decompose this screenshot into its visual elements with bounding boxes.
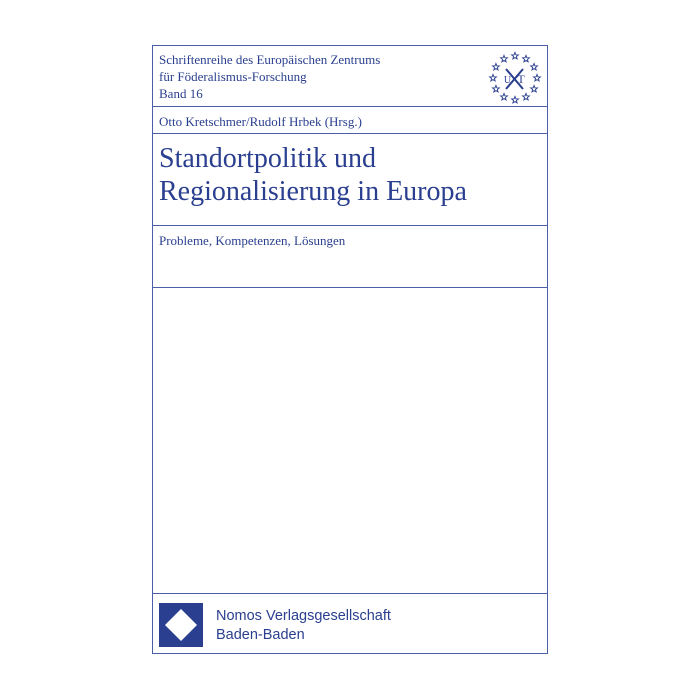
divider-line <box>153 287 547 288</box>
title-line-1: Standortpolitik und <box>159 143 376 174</box>
publisher <box>159 601 539 651</box>
star-icon <box>534 74 541 81</box>
publisher-city: Baden-Baden <box>216 627 305 643</box>
star-icon <box>512 96 519 103</box>
star-icon <box>493 63 500 70</box>
publisher-text <box>216 607 391 645</box>
series-line-2: für Föderalismus-Forschung <box>159 69 307 84</box>
series-info <box>159 51 380 102</box>
star-icon <box>493 85 500 92</box>
subtitle: Probleme, Kompetenzen, Lösungen <box>159 233 346 248</box>
book-cover <box>152 45 548 654</box>
star-icon <box>531 63 538 70</box>
series-line-1: Schriftenreihe des Europäischen Zentrums <box>159 52 381 67</box>
star-icon <box>523 55 530 62</box>
volume-number: Band 16 <box>159 86 203 101</box>
divider-line <box>153 593 547 594</box>
star-icon <box>501 93 508 100</box>
book-title <box>159 142 467 208</box>
svg-text:U: U <box>503 75 512 86</box>
star-icon <box>512 52 519 59</box>
divider-line <box>153 225 547 226</box>
stars-wreath-emblem-icon <box>487 50 543 106</box>
star-icon <box>523 93 530 100</box>
star-icon <box>501 55 508 62</box>
divider-line <box>153 133 547 134</box>
editors: Otto Kretschmer/Rudolf Hrbek (Hrsg.) <box>159 114 362 129</box>
diamond-logo-icon <box>159 603 203 647</box>
publisher-name: Nomos Verlagsgesellschaft <box>216 608 391 624</box>
star-icon <box>531 85 538 92</box>
divider-line <box>153 106 547 107</box>
svg-text:T: T <box>517 72 525 86</box>
star-icon <box>490 74 497 81</box>
title-line-2: Regionalisierung in Europa <box>159 176 467 207</box>
